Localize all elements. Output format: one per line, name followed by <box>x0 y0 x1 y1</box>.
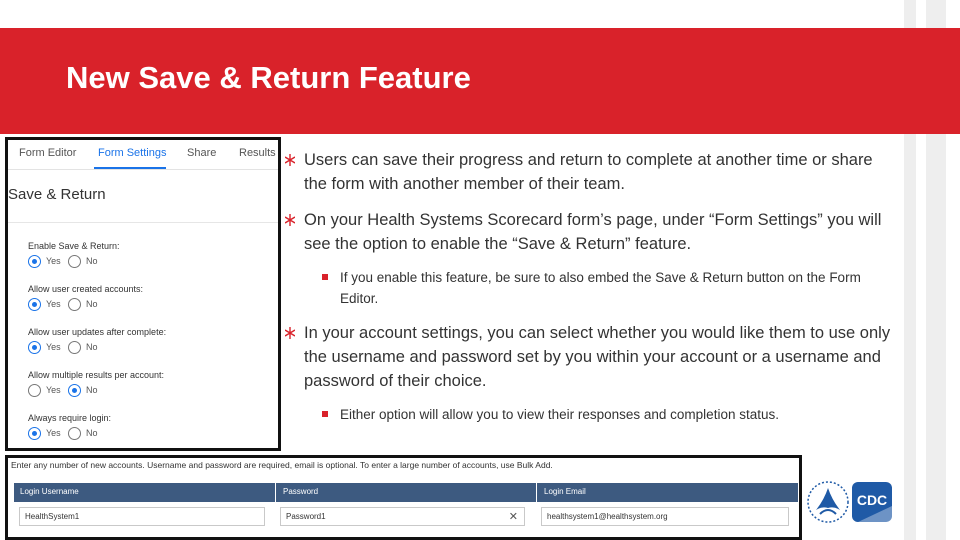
accounts-table-header <box>14 483 798 502</box>
radio-yes[interactable] <box>28 298 41 311</box>
tab-form-settings[interactable]: Form Settings <box>98 147 167 159</box>
bullet-text: In your account settings, you can select whether you would like them to use only the username and password set by you within your account or a username and password of their choice. <box>304 324 891 390</box>
bullet-text: Users can save their progress and return to complete at another time or share the form with another member of their team. <box>304 151 873 193</box>
section-heading: Save & Return <box>8 186 106 203</box>
header-login-email: Login Email <box>544 487 586 496</box>
radio-label: No <box>86 385 98 395</box>
login-email-input[interactable]: healthsystem1@healthsystem.org <box>541 507 789 526</box>
radio-no[interactable] <box>68 255 81 268</box>
bullet-text: On your Health Systems Scorecard form’s page, under “Form Settings” you will see the option to enable the “Save & Return” feature. <box>304 211 882 253</box>
header-separator <box>536 483 537 502</box>
radio-label: No <box>86 256 98 266</box>
radio-label: No <box>86 342 98 352</box>
sub-bullet-text: Either option will allow you to view their responses and completion status. <box>340 407 779 422</box>
divider <box>8 222 278 223</box>
bullet-arrow-icon <box>285 214 295 226</box>
header-separator <box>275 483 276 502</box>
radio-yes[interactable] <box>28 341 41 354</box>
sub-bullet-marker <box>322 411 328 417</box>
slide-title: New Save & Return Feature <box>66 60 471 95</box>
bullet-arrow-icon <box>285 154 295 166</box>
header-login-username: Login Username <box>20 487 79 496</box>
setting-label: Allow user created accounts: <box>28 284 144 294</box>
radio-label: Yes <box>46 342 61 352</box>
bullet-arrow-icon <box>285 327 295 339</box>
cdc-hhs-logo <box>806 476 896 528</box>
radio-yes[interactable] <box>28 255 41 268</box>
clear-icon[interactable]: ✕ <box>508 511 518 523</box>
setting-label: Enable Save & Return: <box>28 241 120 251</box>
active-tab-indicator <box>94 167 166 169</box>
setting-label: Allow multiple results per account: <box>28 370 165 380</box>
setting-label: Always require login: <box>28 413 112 423</box>
hhs-eagle-icon <box>808 482 848 522</box>
radio-yes[interactable] <box>28 427 41 440</box>
sub-bullet-marker <box>322 274 328 280</box>
login-username-input[interactable]: HealthSystem1 <box>19 507 265 526</box>
password-input[interactable] <box>280 507 525 526</box>
cdc-logo-icon <box>852 482 892 522</box>
radio-label: Yes <box>46 256 61 266</box>
radio-no[interactable] <box>68 384 81 397</box>
password-value: Password1 <box>286 512 326 521</box>
radio-no[interactable] <box>68 427 81 440</box>
tab-results[interactable]: Results <box>239 147 276 159</box>
radio-label: Yes <box>46 385 61 395</box>
radio-no[interactable] <box>68 298 81 311</box>
form-settings-screenshot <box>5 137 281 451</box>
tab-form-editor[interactable]: Form Editor <box>19 147 77 159</box>
radio-label: Yes <box>46 428 61 438</box>
radio-label: Yes <box>46 299 61 309</box>
cdc-logo-text: CDC <box>856 492 888 508</box>
header-password: Password <box>283 487 319 496</box>
radio-label: No <box>86 299 98 309</box>
tab-bar <box>8 140 278 170</box>
radio-no[interactable] <box>68 341 81 354</box>
accounts-screenshot <box>5 455 802 540</box>
tab-share[interactable]: Share <box>187 147 217 159</box>
radio-label: No <box>86 428 98 438</box>
radio-yes[interactable] <box>28 384 41 397</box>
sub-bullet-text: If you enable this feature, be sure to also embed the Save & Return button on the Form Editor. <box>340 270 861 306</box>
top-strip <box>0 0 960 28</box>
setting-label: Allow user updates after complete: <box>28 327 167 337</box>
accounts-note: Enter any number of new accounts. Username and password are required, email is optional. To enter a large number of accounts, use Bulk Add. <box>11 460 553 470</box>
